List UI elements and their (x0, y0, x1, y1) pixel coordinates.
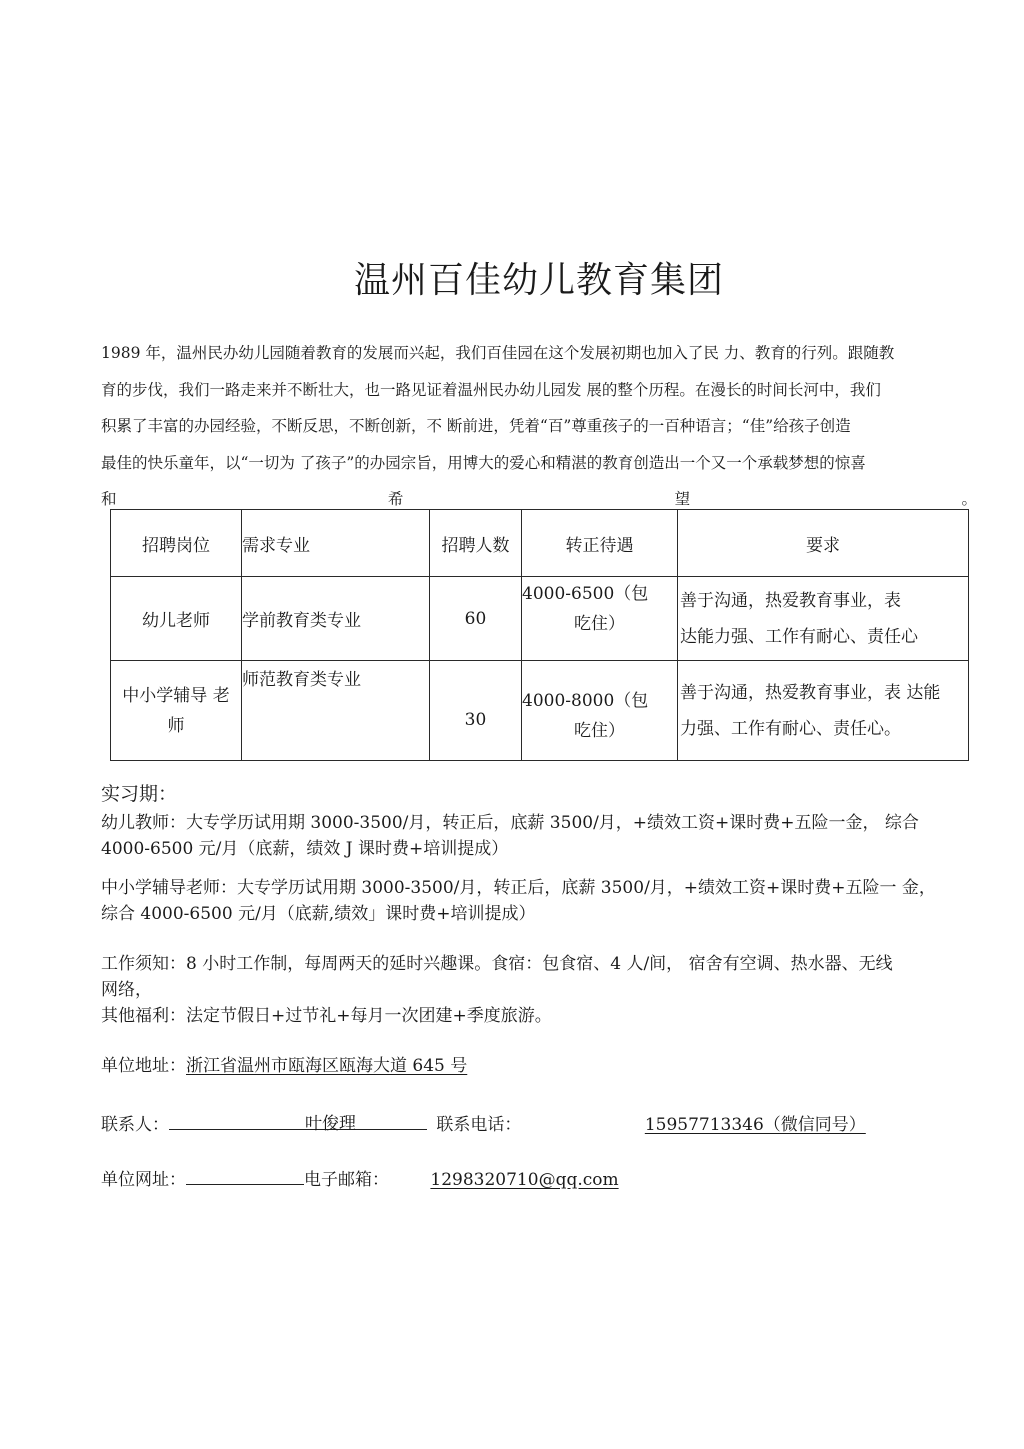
internship-tutor (101, 875, 981, 927)
benefits-line: 其他福利：法定节假日+过节礼+每月一次团建+季度旅游。 (101, 1006, 552, 1026)
cell-major: 师范教育类专业 (242, 661, 430, 761)
text-line: 综合 4000-6500 元/月（底薪,绩效」课时费+培训提成） (101, 904, 536, 924)
cell-position: 幼儿老师 (111, 577, 242, 661)
address-value: 浙江省温州市瓯海区瓯海大道 645 号 (186, 1056, 468, 1076)
text-line: 中小学辅导老师：大专学历试用期 3000-3500/月，转正后，底薪 3500/月，+绩效工资+课时费+五险一 金， (101, 878, 936, 898)
web-email-line (101, 1165, 619, 1190)
cell-major: 学前教育类专业 (242, 577, 430, 661)
contact-person-value: 叶俊理 (305, 1114, 356, 1134)
salary-line: 吃住） (574, 614, 625, 634)
email-value[interactable]: 1298320710@qq.com (430, 1170, 619, 1190)
contact-person-label: 联系人： (101, 1115, 169, 1135)
intro-char: 望 (674, 490, 691, 508)
header-major: 需求专业 (242, 510, 430, 577)
cell-requirements (678, 577, 969, 661)
salary-line: 吃住） (574, 720, 625, 741)
text-line: 4000-6500 元/月（底薪，绩效 J 课时费+培训提成） (101, 839, 509, 859)
cell-salary (522, 577, 678, 661)
work-notice (101, 951, 981, 1029)
cell-count: 60 (430, 577, 522, 661)
internship-kindergarten (101, 810, 981, 862)
salary-line: 4000-8000（包 (522, 690, 649, 711)
position-line: 师 (167, 715, 185, 736)
header-count: 招聘人数 (430, 510, 522, 577)
requirement-line: 达能力强、工作有耐心、责任心 (680, 626, 918, 647)
contact-phone-label: 联系电话： (436, 1115, 522, 1135)
intro-line: 最佳的快乐童年，以“一切为 了孩子”的办园宗旨，用博大的爱心和精湛的教育创造出一个又一个承载梦想的惊喜 (101, 453, 866, 472)
intro-paragraph (101, 335, 977, 518)
address-line (101, 1053, 981, 1079)
cell-count: 30 (430, 661, 522, 761)
intro-line: 1989 年，温州民办幼儿园随着教育的发展而兴起，我们百佳园在这个发展初期也加入了民 力、教育的行列。跟随教 (101, 344, 895, 362)
contact-line (101, 1110, 866, 1135)
intro-char: 。 (961, 490, 977, 508)
table-header-row (111, 510, 969, 577)
position-line: 中小学辅导 老 (122, 685, 230, 706)
requirement-line: 善于沟通，热爱教育事业，表 达能 (680, 682, 941, 703)
address-label: 单位地址： (101, 1056, 186, 1076)
email-label: 电子邮箱： (304, 1170, 389, 1190)
website-field (186, 1166, 304, 1185)
website-label: 单位网址： (101, 1170, 186, 1190)
intro-line: 积累了丰富的办园经验，不断反思，不断创新，不 断前进，凭着“百”尊重孩子的一百种语言；“佳”给孩子创造 (101, 417, 851, 435)
requirement-line: 善于沟通，热爱教育事业，表 (680, 590, 901, 611)
header-position: 招聘岗位 (111, 510, 242, 577)
intro-char: 和 (101, 490, 117, 508)
text-line: 网络， (101, 980, 152, 1000)
intro-line: 育的步伐，我们一路走来并不断壮大，也一路见证着温州民办幼儿园发 展的整个历程。在漫长的时间长河中，我们 (101, 380, 881, 399)
contact-person-field (169, 1111, 427, 1134)
cell-salary (522, 661, 678, 761)
header-requirements: 要求 (678, 510, 969, 577)
document-title: 温州百佳幼儿教育集团 (353, 260, 724, 301)
cell-position (111, 661, 242, 761)
text-line: 工作须知：8 小时工作制，每周两天的延时兴趣课。食宿：包食宿、4 人/间， 宿舍有空调、热水器、无线 (101, 954, 893, 974)
requirement-line: 力强、工作有耐心、责任心。 (680, 718, 901, 739)
salary-line: 4000-6500（包 (522, 584, 649, 604)
cell-requirements (678, 661, 969, 761)
table-row (111, 661, 969, 761)
header-salary: 转正待遇 (522, 510, 678, 577)
text-line: 幼儿教师：大专学历试用期 3000-3500/月，转正后，底薪 3500/月，+绩效工资+课时费+五险一金， 综合 (101, 813, 919, 833)
recruitment-table (110, 509, 969, 761)
table-row (111, 577, 969, 661)
internship-heading: 实习期： (101, 783, 178, 805)
contact-phone-value: 15957713346（微信同号） (644, 1115, 866, 1135)
intro-char: 希 (387, 490, 404, 508)
